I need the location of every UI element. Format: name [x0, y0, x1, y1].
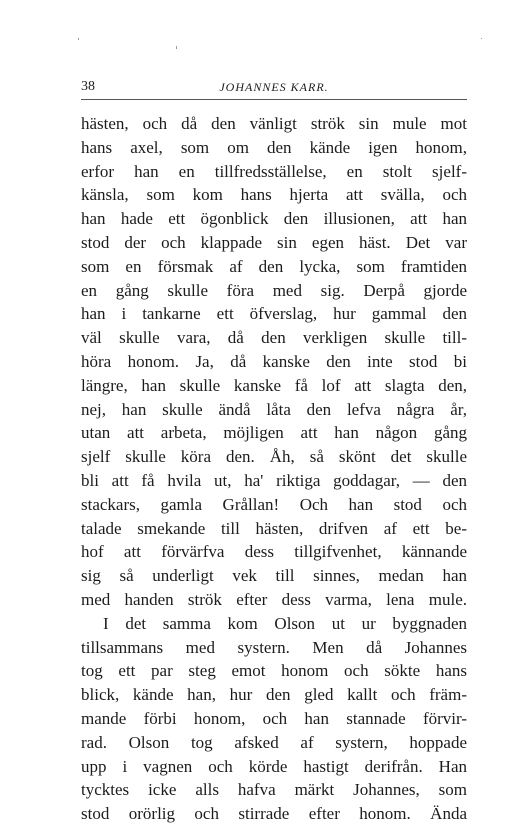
page-number: 38 [81, 79, 95, 94]
text-line: hof att förvärfva dess tillgifvenhet, kännande [81, 542, 467, 562]
text-line: stackars, gamla Grållan! Och han stod och [81, 494, 467, 514]
text-line: han hade ett ögonblick den illusionen, att han [81, 209, 467, 229]
text-line: han i tankarne ett öfverslag, hur gammal den [81, 304, 467, 324]
body-text [81, 112, 467, 826]
text-line: med handen strök efter dess varma, lena mule. [81, 589, 467, 609]
text-line: rad. Olson tog afsked af systern, hoppade [81, 732, 467, 752]
text-line: bli att få hvila ut, ha' riktiga goddagar, — den [81, 470, 467, 490]
text-line: utan att arbeta, möjligen att han någon gång [81, 423, 467, 443]
text-line: höra honom. Ja, då kanske den inte stod bi [81, 351, 467, 371]
text-line: nej, han skulle ändå låta den lefva några år, [81, 399, 467, 419]
text-line: en gång skulle föra med sig. Derpå gjorde [81, 280, 467, 300]
text-line: tycktes icke alls hafva märkt Johannes, som [81, 780, 467, 800]
text-line: hästen, och då den vänligt strök sin mule mot [81, 114, 467, 133]
text-line: känsla, som kom hans hjerta att svälla, och [81, 185, 467, 205]
text-line: I det samma kom Olson ut ur byggnaden [103, 613, 467, 633]
paper-speck [481, 38, 482, 39]
text-line: längre, han skulle kanske få lof att slagta den, [81, 375, 467, 395]
text-line: stod der och klappade sin egen häst. Det var [81, 232, 467, 252]
text-line: blick, kände han, hur den gled kallt och främ- [81, 685, 467, 705]
text-line: väl skulle vara, då den verkligen skulle till- [81, 328, 467, 348]
header-rule [81, 99, 467, 100]
text-line: sjelf skulle köra den. Åh, så skönt det skulle [81, 447, 467, 467]
paper-speck [78, 38, 79, 40]
text-line: som en försmak af den lycka, som framtiden [81, 256, 467, 276]
text-line: tog ett par steg emot honom och sökte hans [81, 661, 467, 681]
text-line: sig så underligt vek till sinnes, medan han [81, 566, 467, 586]
text-line: stod orörlig och stirrade efter honom. Ända [81, 804, 467, 824]
text-line: talade smekande till hästen, drifven af ett be- [81, 518, 467, 538]
page-header [81, 77, 467, 97]
text-line: tillsammans med systern. Men då Johannes [81, 637, 467, 657]
text-line: erfor han en tillfredsställelse, en stolt sjelf- [81, 161, 467, 181]
text-line: mande förbi honom, och han stannade förvir- [81, 708, 467, 728]
text-line: hans axel, som om den kände igen honom, [81, 137, 467, 157]
text-line: upp i vagnen och körde hastigt derifrån. Han [81, 756, 467, 776]
paper-speck [176, 46, 177, 49]
running-title: JOHANNES KARR. [219, 80, 329, 94]
